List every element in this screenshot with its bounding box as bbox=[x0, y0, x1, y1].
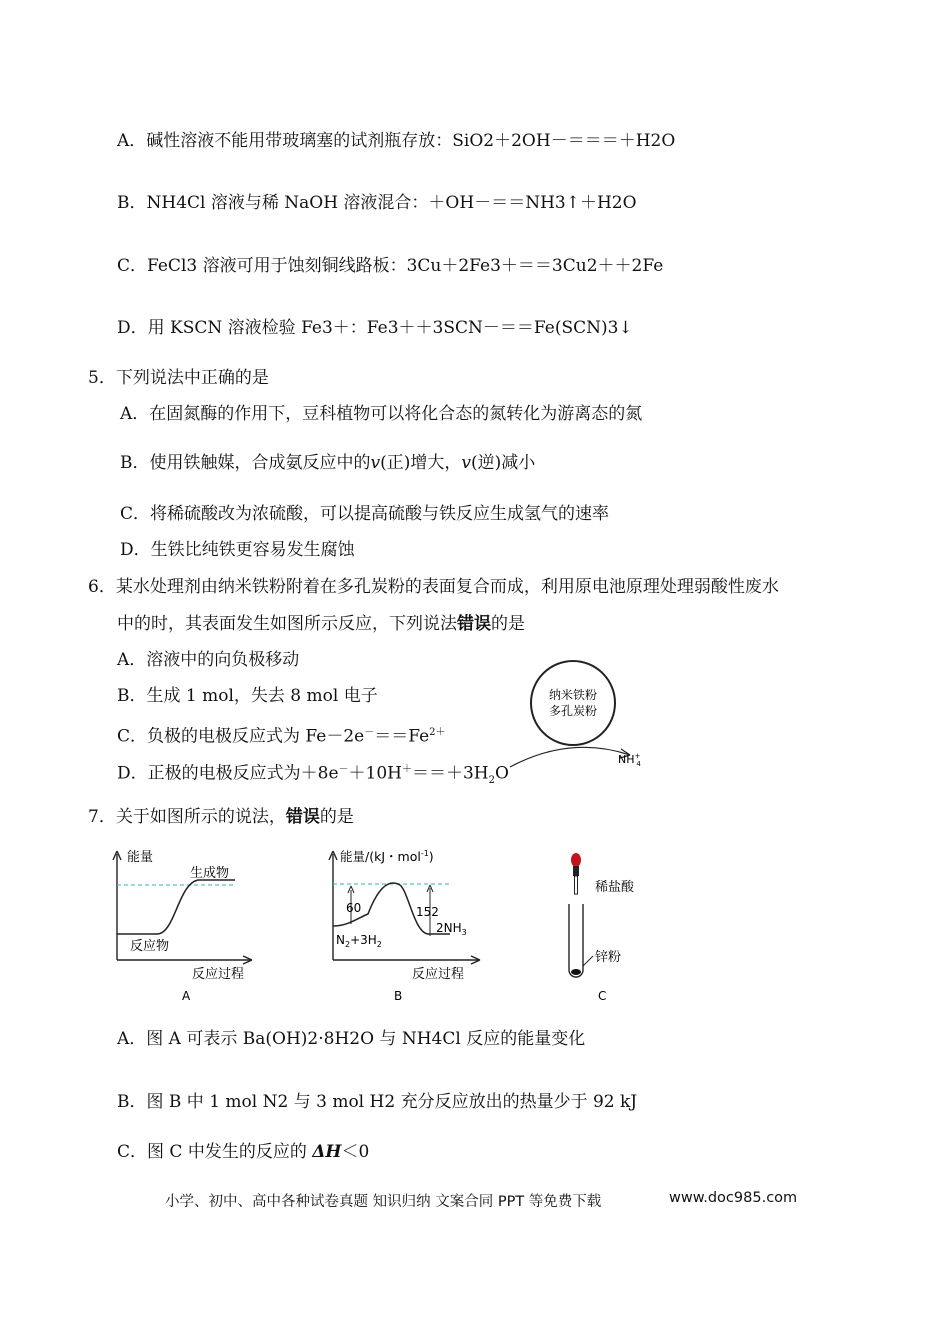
fig-b-product-label: $2NH_3$ bbox=[436, 921, 467, 937]
q5-option-b bbox=[120, 452, 535, 474]
fig-b-xlabel: 反应过程 bbox=[412, 967, 465, 982]
fig-a-xlabel: 反应过程 bbox=[192, 967, 245, 982]
q5-v-forward: v bbox=[370, 453, 381, 473]
q7-stem-bold: 错误 bbox=[285, 807, 320, 827]
q4-option-a: A．碱性溶液不能用带玻璃塞的试剂瓶存放：SiO2＋2OH－＝＝＝＋H2O bbox=[117, 131, 676, 151]
zinc-powder-icon bbox=[571, 969, 581, 975]
fig-a-energy-curve bbox=[117, 880, 235, 934]
fig-a-ylabel: 能量 bbox=[127, 850, 154, 865]
q7-figure-b bbox=[318, 848, 488, 1008]
q6-d-end: O bbox=[495, 763, 509, 784]
fig-c-caption: C bbox=[598, 989, 607, 1003]
q4-option-c: C．FeCl3 溶液可用于蚀刻铜线路板：3Cu＋2Fe3＋＝＝3Cu2＋＋2Fe bbox=[117, 256, 664, 276]
q5-option-b-post: (逆)减小 bbox=[470, 453, 536, 473]
q7-option-b: B．图 B 中 1 mol N2 与 3 mol H2 充分反应放出的热量少于 92 kJ bbox=[117, 1092, 638, 1112]
fig-c-acid-label: 稀盐酸 bbox=[595, 880, 635, 895]
q6-stem-pre: 中的时，其表面发生如图所示反应，下列说法 bbox=[117, 614, 457, 634]
particle-circle bbox=[531, 661, 615, 745]
q6-c-sup1: － bbox=[364, 727, 375, 738]
q6-c-pre: C．负极的电极反应式为 Fe－2e bbox=[117, 726, 365, 747]
diagram-label-iron: 纳米铁粉 bbox=[548, 688, 598, 702]
q5-v-reverse: v bbox=[461, 453, 471, 473]
fig-a-product-label: 生成物 bbox=[190, 866, 230, 881]
q6-option-b: B．生成 1 mol，失去 8 mol 电子 bbox=[117, 686, 378, 706]
test-tube-icon bbox=[569, 904, 583, 977]
q6-d-mid: ＋10H bbox=[348, 763, 402, 784]
q6-iron-carbon-diagram bbox=[490, 655, 670, 785]
footer-text: 小学、初中、高中各种试卷真题 知识归纳 文案合同 PPT 等免费下载 bbox=[165, 1194, 602, 1210]
q6-option-d bbox=[117, 759, 509, 792]
q7-c-post: ＜0 bbox=[341, 1142, 370, 1162]
q6-c-sup2: 2＋ bbox=[429, 727, 446, 738]
q7-c-delta-h: ΔH bbox=[312, 1142, 342, 1162]
diagram-label-carbon: 多孔炭粉 bbox=[548, 704, 598, 718]
q6-d-sub: 2 bbox=[488, 775, 496, 787]
fig-c-zinc-label: 锌粉 bbox=[595, 950, 622, 965]
q6-option-a: A．溶液中的向负极移动 bbox=[117, 650, 300, 670]
q6-stem-post: 的是 bbox=[491, 614, 525, 634]
reaction-arrow bbox=[510, 747, 630, 767]
q6-d-pre: D．正极的电极反应式为＋8e bbox=[117, 763, 339, 784]
q6-option-c bbox=[117, 722, 446, 748]
q4-option-d: D．用 KSCN 溶液检验 Fe3＋：Fe3＋＋3SCN－＝＝Fe(SCN)3↓ bbox=[117, 318, 633, 338]
fig-a-reactant-label: 反应物 bbox=[130, 939, 170, 954]
q7-option-c bbox=[117, 1141, 369, 1163]
diagram-product: NH+ 4 bbox=[618, 752, 641, 768]
q7-c-pre: C．图 C 中发生的反应的 bbox=[117, 1142, 313, 1162]
q7-stem bbox=[88, 806, 354, 828]
fig-b-reactant-label: $N_2+3H_2$ bbox=[336, 933, 382, 949]
q6-d-post: ＝＝＋3H bbox=[411, 763, 489, 784]
q5-option-b-mid: (正)增大， bbox=[380, 453, 462, 473]
q7-option-a: A．图 A 可表示 Ba(OH)2·8H2O 与 NH4Cl 反应的能量变化 bbox=[117, 1029, 586, 1049]
q7-figure-c bbox=[555, 848, 675, 1008]
q7-figure-a bbox=[100, 848, 260, 1008]
fig-a-caption: A bbox=[182, 989, 191, 1003]
q5-option-d: D．生铁比纯铁更容易发生腐蚀 bbox=[120, 540, 355, 560]
q4-option-b: B．NH4Cl 溶液与稀 NaOH 溶液混合：＋OH－＝＝NH3↑＋H2O bbox=[117, 193, 637, 213]
q5-stem: 5．下列说法中正确的是 bbox=[88, 368, 269, 388]
fig-b-caption: B bbox=[394, 989, 403, 1003]
fig-b-value-60: 60 bbox=[346, 901, 362, 915]
dropper-tube-icon bbox=[575, 876, 578, 894]
q7-stem-post: 的是 bbox=[319, 807, 354, 827]
q5-option-b-pre: B．使用铁触媒，合成氨反应中的 bbox=[120, 453, 371, 473]
fig-b-value-152: 152 bbox=[416, 905, 439, 919]
q6-d-sup1: － bbox=[338, 764, 349, 775]
q5-option-a: A．在固氮酶的作用下，豆科植物可以将化合态的氮转化为游离态的氮 bbox=[120, 404, 643, 424]
q6-stem-line1: 6．某水处理剂由纳米铁粉附着在多孔炭粉的表面复合而成，利用原电池原理处理弱酸性废水 bbox=[88, 577, 779, 597]
dropper-bulb-icon bbox=[571, 853, 581, 867]
q6-c-mid: ＝＝Fe bbox=[374, 726, 430, 747]
dropper-collar-icon bbox=[573, 866, 579, 876]
q6-d-sup2: ＋ bbox=[401, 764, 412, 775]
footer-url[interactable]: www.doc985.com bbox=[669, 1190, 798, 1206]
q6-stem-line2 bbox=[117, 613, 525, 635]
fig-c-pointer bbox=[583, 956, 593, 966]
page-footer bbox=[165, 1190, 798, 1211]
q7-stem-pre: 7．关于如图所示的说法， bbox=[88, 807, 286, 827]
fig-b-ylabel: 能量/(kJ・mol$^{-1}$) bbox=[340, 849, 434, 864]
q6-stem-bold: 错误 bbox=[457, 614, 491, 634]
q5-option-c: C．将稀硫酸改为浓硫酸，可以提高硫酸与铁反应生成氢气的速率 bbox=[120, 504, 610, 524]
